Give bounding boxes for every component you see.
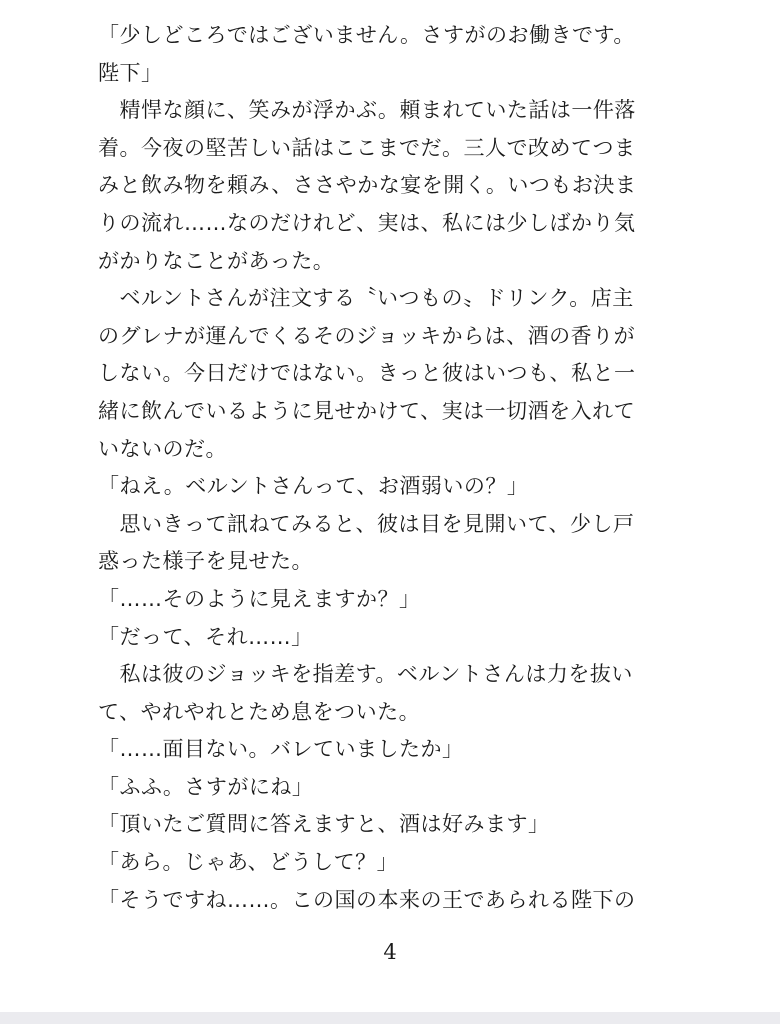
text-line: りの流れ……なのだけれど、実は、私には少しばかり気 bbox=[98, 210, 636, 235]
text-line: 「ふふ。さすがにね」 bbox=[98, 774, 314, 799]
page-number: 4 bbox=[383, 940, 397, 964]
text-line: 「あら。じゃあ、どうして？」 bbox=[98, 850, 399, 875]
text-line: みと飲み物を頼み、ささやかな宴を開く。いつもお決ま bbox=[98, 173, 637, 198]
text-line: 緒に飲んでいるように見せかけて、実は一切酒を入れて bbox=[98, 398, 636, 423]
text-line: いないのだ。 bbox=[98, 436, 227, 461]
text-line: 「そうですね……。この国の本来の王であられる陛下の bbox=[98, 887, 636, 912]
text-line: 「少しどころではございません。さすがのお働きです。 bbox=[98, 23, 635, 47]
text-line: 私は彼のジョッキを指差す。ベルントさんは力を抜い bbox=[98, 662, 633, 687]
text-line: 「頂いたご質問に答えますと、酒は好みます」 bbox=[98, 812, 550, 837]
text-line: 「ねえ。ベルントさんって、お酒弱いの？」 bbox=[98, 474, 529, 499]
text-line: 惑った様子を見せた。 bbox=[98, 549, 313, 574]
text-line: ベルントさんが注文する〝いつもの〟ドリンク。店主 bbox=[98, 286, 634, 311]
text-line: 思いきって訊ねてみると、彼は目を見開いて、少し戸 bbox=[98, 511, 635, 536]
text-line: のグレナが運んでくるそのジョッキからは、酒の香りが bbox=[98, 323, 636, 348]
text-line: 「……面目ない。バレていましたか」 bbox=[98, 737, 464, 762]
text-line: 精悍な顔に、笑みが浮かぶ。頼まれていた話は一件落 bbox=[98, 98, 636, 123]
text-line: て、やれやれとため息をついた。 bbox=[98, 699, 421, 724]
text-line: 「……そのように見えますか？」 bbox=[98, 586, 421, 611]
text-line: 着。今夜の堅苦しい話はここまでだ。三人で改めてつま bbox=[98, 135, 636, 160]
text-line: 陛下」 bbox=[98, 60, 163, 85]
text-line: しない。今日だけではない。きっと彼はいつも、私と一 bbox=[98, 361, 636, 386]
text-line: がかりなことがあった。 bbox=[98, 248, 335, 273]
text-line: 「だって、それ……」 bbox=[98, 624, 313, 649]
body-text bbox=[98, 17, 698, 919]
